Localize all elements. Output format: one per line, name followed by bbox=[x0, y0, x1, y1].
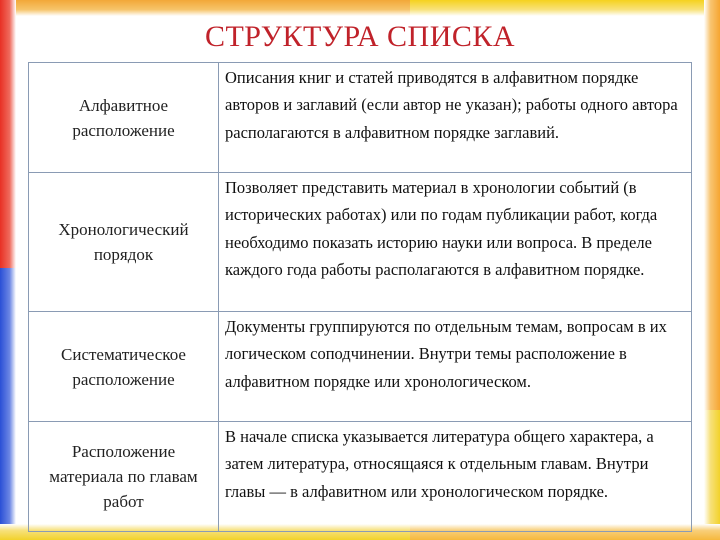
frame-left-bottom-blue bbox=[0, 268, 16, 540]
row-label: Систематическое расположение bbox=[29, 312, 219, 421]
row-description: Позволяет представить материал в хронологии событий (в исторических работах) или по годам публикации работ, когда необходимо показать историю науки или вопроса. В пределе каждого года работы располагаются в алфавитном порядке. bbox=[225, 178, 658, 279]
table-row-chronological bbox=[29, 173, 691, 312]
frame-top-left-orange bbox=[0, 0, 410, 16]
row-label: Алфавитное расположение bbox=[29, 63, 219, 172]
frame-right-top-orange bbox=[704, 0, 720, 410]
frame-right-bottom-yellow bbox=[704, 410, 720, 540]
row-description: В начале списка указывается литература общего характера, а затем литература, относящаяся к отдельным главам. Внутри главы — в алфавитном или хронологическом порядке. bbox=[225, 427, 654, 501]
structure-table bbox=[28, 62, 692, 532]
row-label: Расположение материала по главам работ bbox=[29, 422, 219, 531]
row-description: Документы группируются по отдельным темам, вопросам в их логическом соподчинении. Внутри темы расположение в алфавитном порядке или хронологическом. bbox=[225, 317, 667, 391]
row-label: Хронологический порядок bbox=[29, 173, 219, 311]
frame-top-right-yellow bbox=[410, 0, 720, 16]
page-title: СТРУКТУРА СПИСКА bbox=[204, 20, 516, 53]
table-row-alphabetical bbox=[29, 63, 691, 173]
table-row-systematic bbox=[29, 312, 691, 422]
table-row-by-chapters bbox=[29, 422, 691, 531]
row-description: Описания книг и статей приводятся в алфавитном порядке авторов и заглавий (если автор не указан); работы одного автора располагаются в алфавитном порядке заглавий. bbox=[225, 68, 678, 142]
